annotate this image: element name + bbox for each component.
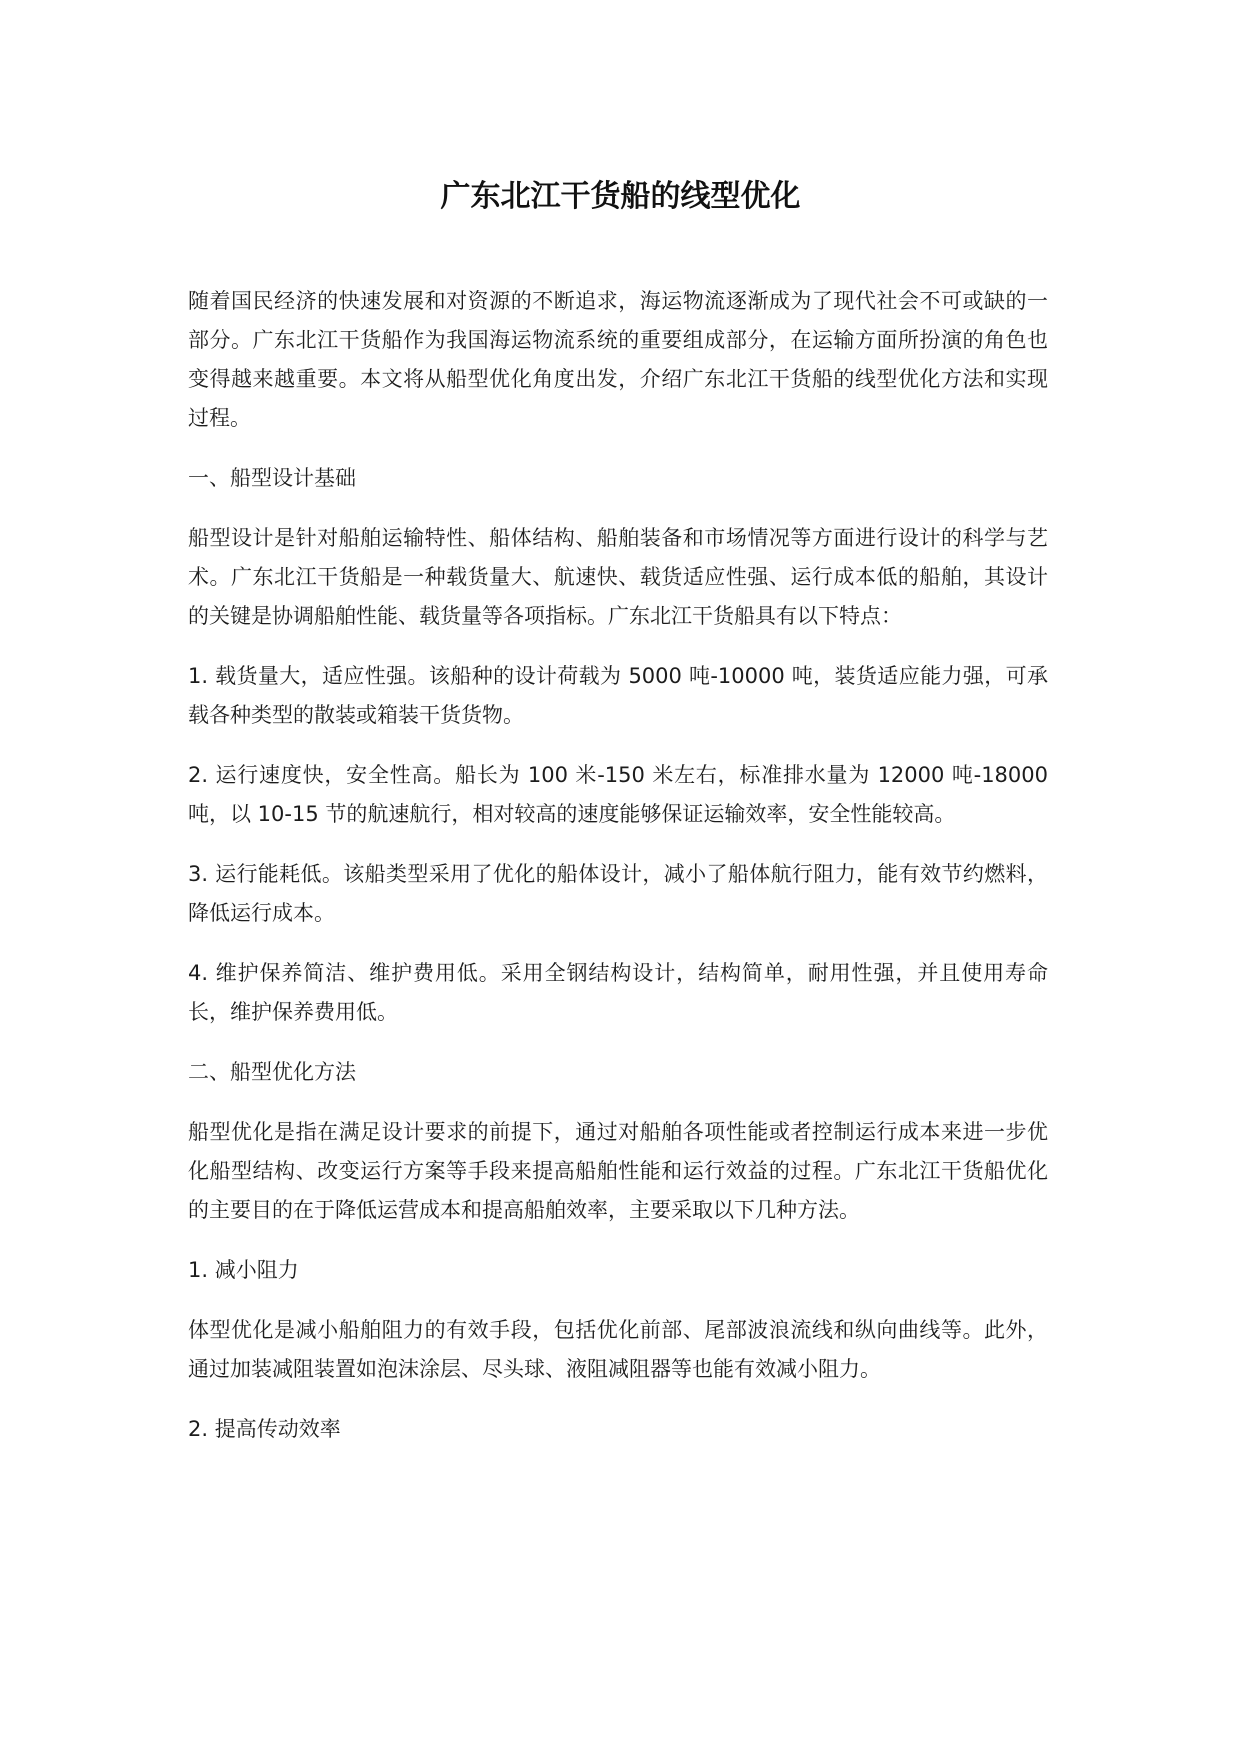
feature-item-2: 2. 运行速度快，安全性高。船长为 100 米-150 米左右，标准排水量为 12000 吨-18000 吨，以 10-15 节的航速航行，相对较高的速度能够保证运输效率，安全性能较高。 bbox=[188, 763, 1048, 826]
document-body bbox=[188, 282, 1048, 1470]
section-1-heading: 一、船型设计基础 bbox=[188, 466, 356, 490]
feature-item-3: 3. 运行能耗低。该船类型采用了优化的船体设计，减小了船体航行阻力，能有效节约燃料，降低运行成本。 bbox=[188, 862, 1048, 925]
section-1-intro: 船型设计是针对船舶运输特性、船体结构、船舶装备和市场情况等方面进行设计的科学与艺术。广东北江干货船是一种载货量大、航速快、载货适应性强、运行成本低的船舶，其设计的关键是协调船舶性能、载货量等各项指标。广东北江干货船具有以下特点： bbox=[188, 526, 1048, 628]
section-2-intro: 船型优化是指在满足设计要求的前提下，通过对船舶各项性能或者控制运行成本来进一步优化船型结构、改变运行方案等手段来提高船舶性能和运行效益的过程。广东北江干货船优化的主要目的在于降低运营成本和提高船舶效率，主要采取以下几种方法。 bbox=[188, 1120, 1048, 1222]
section-2-heading: 二、船型优化方法 bbox=[188, 1060, 356, 1084]
intro-paragraph: 随着国民经济的快速发展和对资源的不断追求，海运物流逐渐成为了现代社会不可或缺的一部分。广东北江干货船作为我国海运物流系统的重要组成部分，在运输方面所扮演的角色也变得越来越重要。本文将从船型优化角度出发，介绍广东北江干货船的线型优化方法和实现过程。 bbox=[188, 289, 1048, 430]
feature-item-1: 1. 载货量大，适应性强。该船种的设计荷载为 5000 吨-10000 吨，装货适应能力强，可承载各种类型的散装或箱装干货货物。 bbox=[188, 664, 1048, 727]
feature-item-4: 4. 维护保养简洁、维护费用低。采用全钢结构设计，结构简单，耐用性强，并且使用寿命长，维护保养费用低。 bbox=[188, 961, 1048, 1024]
subsection-1-text: 体型优化是减小船舶阻力的有效手段，包括优化前部、尾部波浪流线和纵向曲线等。此外，通过加装减阻装置如泡沫涂层、尽头球、液阻减阻器等也能有效减小阻力。 bbox=[188, 1318, 1048, 1381]
subsection-2-heading: 2. 提高传动效率 bbox=[188, 1417, 341, 1441]
document-title: 广东北江干货船的线型优化 bbox=[440, 179, 801, 214]
subsection-1-heading: 1. 减小阻力 bbox=[188, 1258, 299, 1282]
